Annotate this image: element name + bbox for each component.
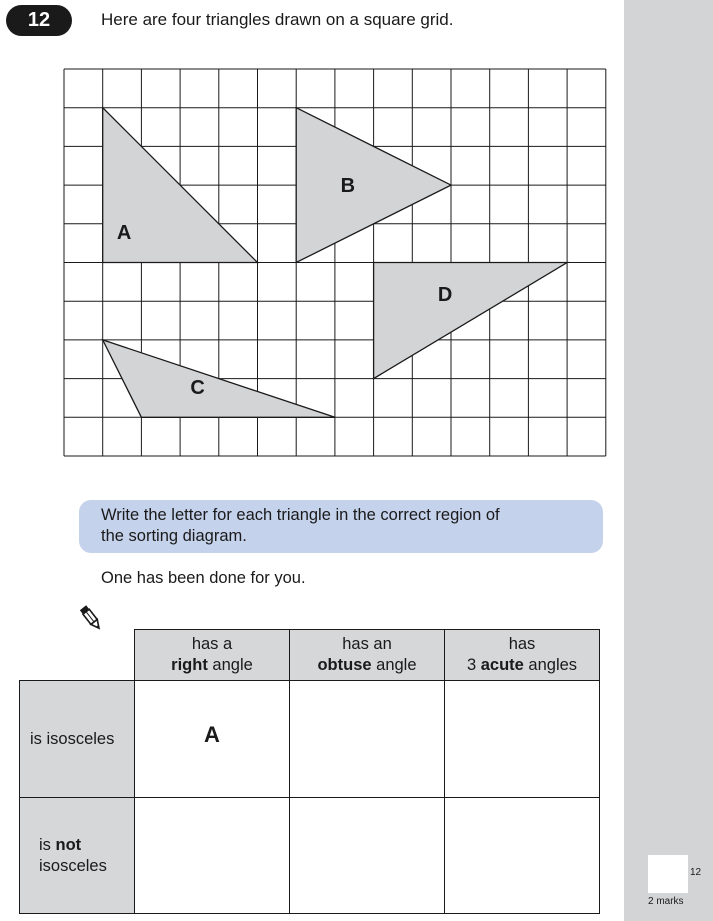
question-number-badge: 12 [6, 5, 72, 36]
column-header-obtuse-angle: has an obtuse angle [290, 630, 445, 681]
instruction-line-1: Write the letter for each triangle in the correct region of [101, 506, 500, 524]
mark-box [648, 855, 688, 893]
instruction-box [79, 500, 603, 553]
triangle-label-b: B [340, 175, 356, 198]
margin-question-ref: 12 [690, 867, 702, 878]
sorting-diagram [19, 629, 600, 914]
triangle-label-d: D [437, 284, 453, 307]
cell-isosceles-right-angle[interactable] [135, 681, 290, 798]
cell-not-isosceles-right-angle[interactable] [135, 798, 290, 914]
question-intro: Here are four triangles drawn on a square grid. [101, 10, 454, 29]
cell-isosceles-acute-angles[interactable] [445, 681, 600, 798]
cell-isosceles-obtuse-angle[interactable] [290, 681, 445, 798]
row-header-isosceles: is isosceles [20, 681, 135, 798]
row-header-not-isosceles: is not isosceles [20, 798, 135, 914]
marks-label: 2 marks [648, 896, 684, 907]
column-header-right-angle: has a right angle [135, 630, 290, 681]
example-answer: A [204, 722, 220, 747]
column-header-acute-angles: has 3 acute angles [445, 630, 600, 681]
instruction-line-2: the sorting diagram. [101, 527, 247, 545]
triangle-label-c: C [190, 376, 205, 399]
example-note: One has been done for you. [101, 569, 306, 587]
corner-blank [20, 630, 135, 681]
cell-not-isosceles-acute-angles[interactable] [445, 798, 600, 914]
cell-not-isosceles-obtuse-angle[interactable] [290, 798, 445, 914]
triangle-label-a: A [116, 221, 132, 244]
triangle-d [374, 263, 567, 379]
